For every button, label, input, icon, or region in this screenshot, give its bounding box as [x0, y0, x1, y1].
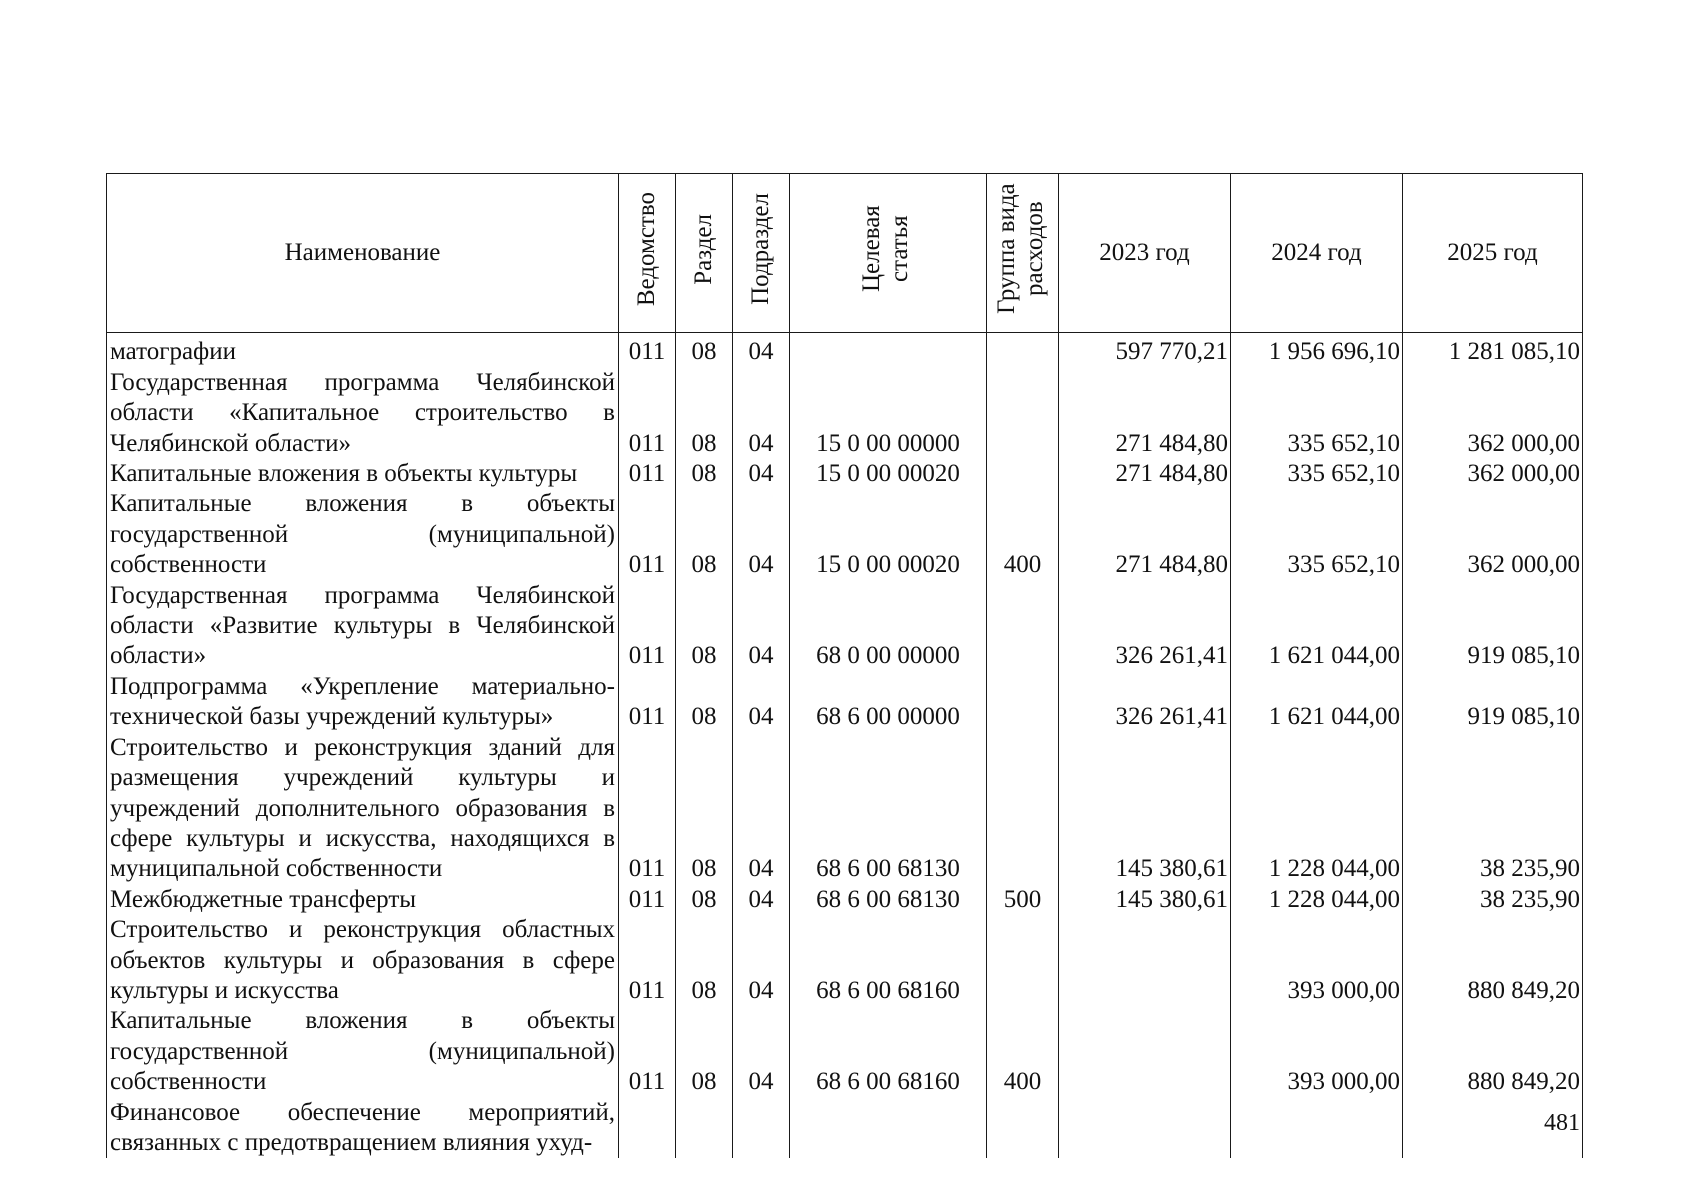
row-expense-group [987, 733, 1059, 885]
table-row [107, 885, 1583, 915]
row-amount-2023: 145 380,61 [1059, 733, 1231, 885]
table-row [107, 733, 1583, 885]
row-amount-2025: 38 235,90 [1403, 733, 1583, 885]
row-target-article: 68 6 00 68160 [790, 915, 987, 1006]
row-amount-2023: 271 484,80 [1059, 368, 1231, 459]
row-department: 011 [619, 489, 676, 580]
header-expense-group: Группа вида расходов [987, 174, 1059, 333]
row-amount-2024: 1 228 044,00 [1231, 885, 1403, 915]
row-amount-2024: 1 228 044,00 [1231, 733, 1403, 885]
row-amount-2023: 145 380,61 [1059, 885, 1231, 915]
row-section: 08 [676, 915, 733, 1006]
row-target-article: 68 0 00 00000 [790, 581, 987, 672]
row-subsection: 04 [733, 915, 790, 1006]
row-name: Государственная программа Челябинской области «Развитие культуры в Челябинской области» [107, 581, 619, 672]
row-amount-2024: 1 956 696,10 [1231, 333, 1403, 368]
budget-table [106, 173, 1583, 1158]
row-amount-2024 [1231, 1098, 1403, 1159]
row-subsection: 04 [733, 672, 790, 733]
table-row [107, 333, 1583, 368]
row-department: 011 [619, 672, 676, 733]
row-department: 011 [619, 581, 676, 672]
row-expense-group: 500 [987, 885, 1059, 915]
row-amount-2023 [1059, 915, 1231, 1006]
row-department: 011 [619, 368, 676, 459]
row-name: матографии [107, 333, 619, 368]
row-expense-group [987, 915, 1059, 1006]
table-row [107, 915, 1583, 1006]
row-amount-2025: 38 235,90 [1403, 885, 1583, 915]
row-amount-2025: 880 849,20 [1403, 915, 1583, 1006]
row-expense-group [987, 333, 1059, 368]
row-expense-group [987, 672, 1059, 733]
header-subsection: Подраздел [733, 174, 790, 333]
row-amount-2024: 1 621 044,00 [1231, 672, 1403, 733]
row-amount-2025: 362 000,00 [1403, 489, 1583, 580]
row-section: 08 [676, 581, 733, 672]
table-row [107, 459, 1583, 489]
row-target-article: 68 6 00 68130 [790, 733, 987, 885]
table-row [107, 368, 1583, 459]
row-section: 08 [676, 333, 733, 368]
row-amount-2024: 335 652,10 [1231, 489, 1403, 580]
row-name: Подпрограмма «Укрепление материально-технической базы учреждений культуры» [107, 672, 619, 733]
row-target-article: 15 0 00 00020 [790, 459, 987, 489]
row-section: 08 [676, 672, 733, 733]
row-department [619, 1098, 676, 1159]
row-amount-2023 [1059, 1006, 1231, 1097]
row-target-article: 15 0 00 00020 [790, 489, 987, 580]
row-amount-2024: 335 652,10 [1231, 459, 1403, 489]
row-target-article: 68 6 00 00000 [790, 672, 987, 733]
row-section: 08 [676, 1006, 733, 1097]
row-amount-2025: 919 085,10 [1403, 672, 1583, 733]
row-name: Государственная программа Челябинской области «Капитальное строительство в Челябинской области» [107, 368, 619, 459]
table-body [107, 333, 1583, 1158]
row-amount-2023: 597 770,21 [1059, 333, 1231, 368]
row-subsection: 04 [733, 333, 790, 368]
row-name: Финансовое обеспечение мероприятий, связанных с предотвращением влияния ухуд- [107, 1098, 619, 1159]
row-target-article: 15 0 00 00000 [790, 368, 987, 459]
table-row [107, 581, 1583, 672]
row-name: Капитальные вложения в объекты государственной (муниципальной) собственности [107, 1006, 619, 1097]
page-number: 481 [1544, 1110, 1580, 1136]
row-section: 08 [676, 489, 733, 580]
row-amount-2024: 393 000,00 [1231, 915, 1403, 1006]
row-subsection: 04 [733, 581, 790, 672]
row-section: 08 [676, 368, 733, 459]
row-subsection: 04 [733, 733, 790, 885]
row-section: 08 [676, 459, 733, 489]
table-row [107, 1098, 1583, 1159]
header-section: Раздел [676, 174, 733, 333]
row-department: 011 [619, 333, 676, 368]
row-expense-group [987, 581, 1059, 672]
row-amount-2024: 1 621 044,00 [1231, 581, 1403, 672]
row-section [676, 1098, 733, 1159]
row-section: 08 [676, 885, 733, 915]
row-amount-2025: 362 000,00 [1403, 459, 1583, 489]
row-subsection: 04 [733, 885, 790, 915]
row-subsection: 04 [733, 1006, 790, 1097]
header-year-2025: 2025 год [1403, 174, 1583, 333]
row-section: 08 [676, 733, 733, 885]
row-amount-2025: 919 085,10 [1403, 581, 1583, 672]
row-name: Строительство и реконструкция зданий для размещения учреждений культуры и учреждений дополнительного образования в сфере культуры и искусства, находящихся в муниципальной собственности [107, 733, 619, 885]
header-year-2023: 2023 год [1059, 174, 1231, 333]
table-header-row [107, 174, 1583, 333]
row-amount-2023: 271 484,80 [1059, 459, 1231, 489]
row-amount-2023: 326 261,41 [1059, 672, 1231, 733]
row-department: 011 [619, 915, 676, 1006]
row-department: 011 [619, 733, 676, 885]
row-amount-2023 [1059, 1098, 1231, 1159]
row-subsection: 04 [733, 368, 790, 459]
table-row [107, 672, 1583, 733]
row-amount-2023: 271 484,80 [1059, 489, 1231, 580]
header-target-article: Целевая статья [790, 174, 987, 333]
row-expense-group [987, 368, 1059, 459]
row-department: 011 [619, 1006, 676, 1097]
row-department: 011 [619, 459, 676, 489]
header-department: Ведомство [619, 174, 676, 333]
row-amount-2025: 1 281 085,10 [1403, 333, 1583, 368]
row-target-article [790, 333, 987, 368]
table-row [107, 489, 1583, 580]
row-name: Капитальные вложения в объекты государственной (муниципальной) собственности [107, 489, 619, 580]
header-name: Наименование [107, 174, 619, 333]
row-expense-group: 400 [987, 1006, 1059, 1097]
row-department: 011 [619, 885, 676, 915]
row-subsection: 04 [733, 459, 790, 489]
row-expense-group [987, 459, 1059, 489]
row-expense-group: 400 [987, 489, 1059, 580]
row-amount-2023: 326 261,41 [1059, 581, 1231, 672]
row-subsection [733, 1098, 790, 1159]
row-name: Строительство и реконструкция областных объектов культуры и образования в сфере культуры и искусства [107, 915, 619, 1006]
row-target-article [790, 1098, 987, 1159]
row-name: Межбюджетные трансферты [107, 885, 619, 915]
row-amount-2024: 393 000,00 [1231, 1006, 1403, 1097]
row-target-article: 68 6 00 68160 [790, 1006, 987, 1097]
row-expense-group [987, 1098, 1059, 1159]
row-target-article: 68 6 00 68130 [790, 885, 987, 915]
row-name: Капитальные вложения в объекты культуры [107, 459, 619, 489]
row-amount-2025: 880 849,20 [1403, 1006, 1583, 1097]
header-year-2024: 2024 год [1231, 174, 1403, 333]
table-row [107, 1006, 1583, 1097]
row-amount-2025: 362 000,00 [1403, 368, 1583, 459]
row-amount-2024: 335 652,10 [1231, 368, 1403, 459]
row-subsection: 04 [733, 489, 790, 580]
